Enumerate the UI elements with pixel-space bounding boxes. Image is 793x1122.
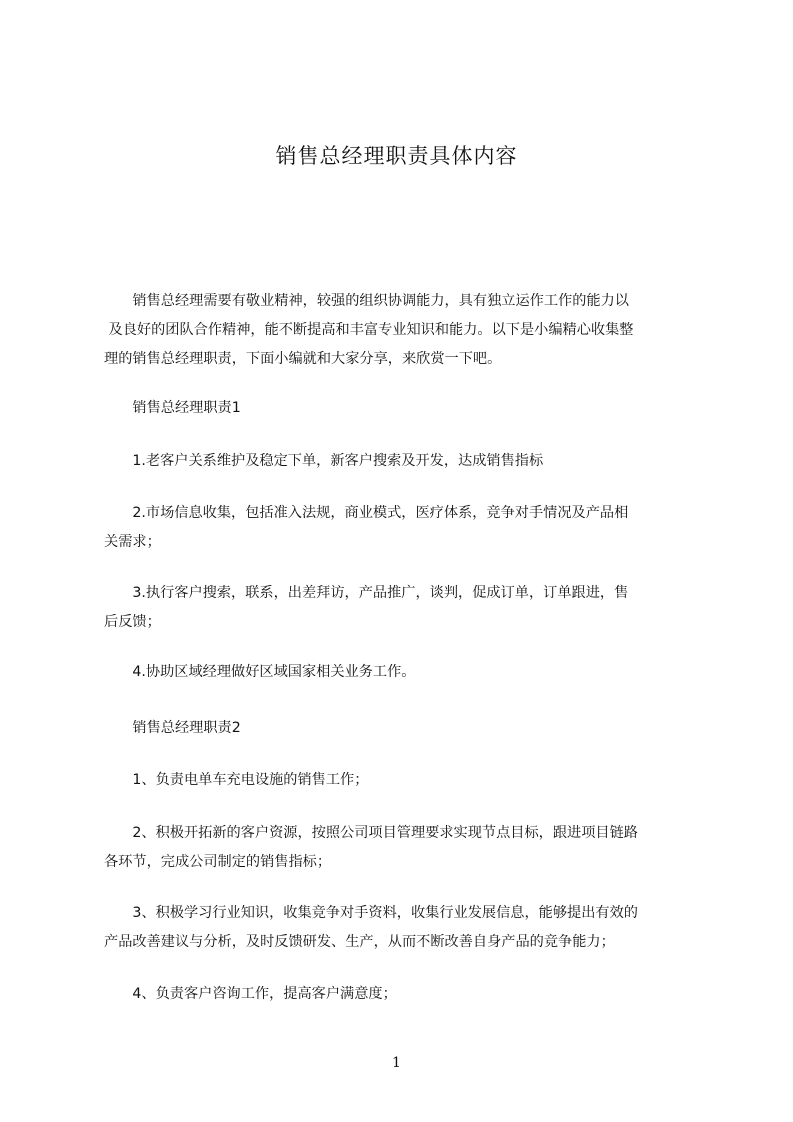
item-line: 3.执行客户搜索，联系，出差拜访，产品推广，谈判，促成订单，订单跟进，售: [104, 585, 629, 601]
item-line: 后反馈；: [104, 614, 161, 630]
intro-paragraph: [104, 287, 704, 374]
item-line: 2、积极开拓新的客户资源，按照公司项目管理要求实现节点目标，跟进项目链路: [104, 825, 638, 841]
item-line: 3、积极学习行业知识，收集竞争对手资料，收集行业发展信息，能够提出有效的: [104, 905, 638, 921]
intro-line-2: 及良好的团队合作精神，能不断提高和丰富专业知识和能力。以下是小编精心收集整: [104, 322, 634, 338]
item-line: 1.老客户关系维护及稳定下单，新客户搜索及开发，达成销售指标: [104, 453, 544, 469]
item-line: 4、负责客户咨询工作，提高客户满意度；: [104, 986, 397, 1002]
item-line: 关需求；: [104, 534, 161, 550]
section1-item-4: [104, 658, 704, 687]
intro-line-1: 销售总经理需要有敬业精神，较强的组织协调能力，具有独立运作工作的能力以: [104, 293, 629, 309]
section2-item-4: [104, 980, 704, 1009]
section1-item-2: [104, 499, 704, 557]
item-line: 1、负责电单车充电设施的销售工作；: [104, 772, 369, 788]
section2-item-2: [104, 819, 704, 877]
item-line: 4.协助区域经理做好区域国家相关业务工作。: [104, 664, 416, 680]
section-heading-2: 销售总经理职责2: [104, 720, 241, 736]
section1-item-1: [104, 447, 704, 476]
item-line: 产品改善建议与分析，及时反馈研发、生产，从而不断改善自身产品的竞争能力；: [104, 934, 615, 950]
section2-item-3: [104, 899, 704, 957]
document-title: 销售总经理职责具体内容: [275, 144, 518, 168]
item-line: 各环节，完成公司制定的销售指标；: [104, 854, 332, 870]
intro-line-3: 理的销售总经理职责，下面小编就和大家分享，来欣赏一下吧。: [104, 351, 502, 367]
section1-item-3: [104, 579, 704, 637]
page-number: 1: [392, 1055, 401, 1071]
item-line: 2.市场信息收集，包括准入法规，商业模式，医疗体系，竞争对手情况及产品相: [104, 505, 629, 521]
section2-item-1: [104, 766, 704, 795]
section-heading-1: 销售总经理职责1: [104, 400, 241, 416]
